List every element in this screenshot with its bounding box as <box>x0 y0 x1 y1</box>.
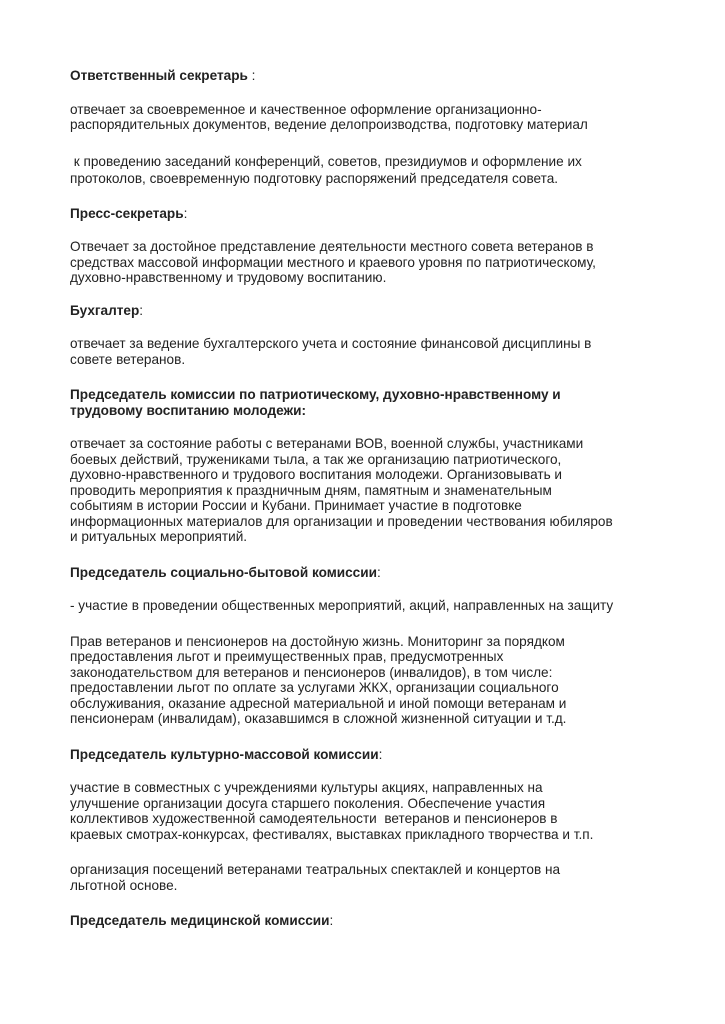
paragraph: Прав ветеранов и пенсионеров на достойную жизнь. Мониторинг за порядком предоставления льгот и преимущественных прав, предусмотренных законодательством для ветеранов и пенсионеров (инвалидов), в том числе: предоставлении льгот по оплате за услугами ЖКХ, организации социального обслуживания, оказание адресной материальной и иной помощи ветеранам и пенсионерам (инвалидам), оказавшимся в сложной жизненной ситуации и т.д. <box>70 633 567 726</box>
section-social-commission <box>70 565 670 727</box>
section-medical-commission <box>70 913 670 929</box>
section-heading: Ответственный секретарь : <box>70 68 256 83</box>
paragraph: к проведению заседаний конференций, советов, президиумов и оформление их протоколов, своевременную подготовку распоряжений председателя совета. <box>70 153 582 186</box>
paragraph: Отвечает за достойное представление деятельности местного совета ветеранов в средствах массовой информации местного и краевого уровня по патриотическому, духовно-нравственному и трудовому воспитанию. <box>70 239 596 285</box>
section-heading: Председатель культурно-массовой комиссии: <box>70 746 383 762</box>
section-heading: Председатель комиссии по патриотическому, духовно-нравственному и трудовому воспитанию молодежи: <box>70 387 561 418</box>
section-heading: Бухгалтер: <box>70 302 144 318</box>
paragraph: отвечает за своевременное и качественное оформление организационно- распорядительных документов, ведение делопроизводства, подготовку материал <box>70 101 588 132</box>
paragraph: участие в совместных с учреждениями культуры акциях, направленных на улучшение организации досуга старшего поколения. Обеспечение участия коллективов художественной самодеятельности ветеранов и пенсионеров в краевых смотрах-конкурсах, фестивалях, выставках прикладного творчества и т.п. <box>70 780 594 842</box>
paragraph: организация посещений ветеранами театральных спектаклей и концертов на льготной основе. <box>70 862 561 893</box>
section-patriotic-commission <box>70 387 670 545</box>
section-responsible-secretary <box>70 68 670 187</box>
paragraph: - участие в проведении общественных мероприятий, акций, направленных на защиту <box>70 598 614 613</box>
section-heading: Председатель медицинской комиссии: <box>70 913 334 928</box>
section-press-secretary <box>70 206 670 286</box>
paragraph: отвечает за состояние работы с ветеранами ВОВ, военной службы, участниками боевых действий, тружениками тыла, а так же организацию патриотического, духовно-нравственного и трудового воспитания молодежи. Организовывать и проводить мероприятия к праздничным дням, памятным и знаменательным событиям в истории России и Кубани. Принимает участие в подготовке информационных материалов для организации и проведении чествования юбиляров и ритуальных мероприятий. <box>70 436 613 544</box>
section-accountant <box>70 303 670 368</box>
document-page <box>70 68 670 929</box>
section-heading: Председатель социально-бытовой комиссии: <box>70 564 381 580</box>
section-heading: Пресс-секретарь: <box>70 205 188 221</box>
section-cultural-commission <box>70 747 670 894</box>
paragraph: отвечает за ведение бухгалтерского учета и состояние финансовой дисциплины в совете ветеранов. <box>70 336 592 367</box>
